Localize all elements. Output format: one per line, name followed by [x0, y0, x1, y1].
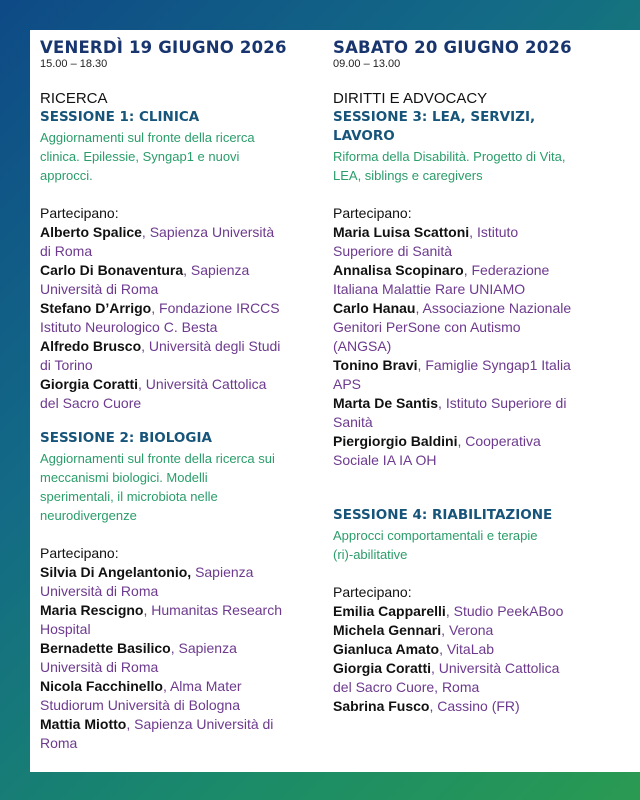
participant-name: Gianluca Amato	[333, 641, 440, 657]
participant	[333, 602, 611, 621]
participant	[333, 223, 611, 261]
participant-name: Michela Gennari	[333, 622, 442, 638]
participant-line	[333, 223, 611, 242]
description-line: meccanismi biologici. Modelli	[40, 470, 208, 485]
participant-separator: ,	[431, 660, 439, 676]
participant-affiliation: Verona	[448, 622, 494, 638]
participant-name: Giorgia Coratti	[40, 376, 139, 392]
participant-line	[333, 432, 611, 451]
participant-line	[40, 677, 318, 696]
participant-name: Mattia Miotto	[40, 716, 127, 732]
participant-affiliation-line: del Sacro Cuore	[40, 395, 142, 411]
description-line: Aggiornamenti sul fronte della ricerca	[40, 130, 255, 145]
participant	[40, 375, 318, 413]
description-line: Aggiornamenti sul fronte della ricerca sui	[40, 451, 275, 466]
participant-name: Stefano D’Arrigo	[40, 300, 152, 316]
participant-affiliation: Famiglie Syngap1 Italia	[425, 357, 571, 373]
participant-separator: ,	[126, 716, 135, 732]
participant	[333, 621, 611, 640]
participant-affiliation-line: Roma	[40, 735, 78, 751]
category-title: DIRITTI E ADVOCACY	[333, 90, 488, 107]
day-column-friday	[40, 38, 318, 753]
participants-list	[333, 602, 611, 716]
participant-line	[333, 356, 611, 375]
session-block	[40, 108, 318, 413]
participant-affiliation-line: APS	[333, 376, 362, 392]
participant-name: Maria Rescigno	[40, 602, 144, 618]
participant-affiliation: Alma Mater	[169, 678, 242, 694]
participant-affiliation: Università Cattolica	[438, 660, 560, 676]
partecipano-label: Partecipano:	[333, 205, 412, 221]
participant-name: Piergiorgio Baldini	[333, 433, 458, 449]
participant-name: Alberto Spalice	[40, 224, 142, 240]
participant-affiliation-line: Superiore di Sanità	[333, 243, 453, 259]
participant-name: Marta De Santis	[333, 395, 439, 411]
participant-affiliation: VitaLab	[446, 641, 495, 657]
participant-affiliation-line: Italiana Malattie Rare UNIAMO	[333, 281, 526, 297]
participant	[40, 223, 318, 261]
session-block	[40, 429, 318, 753]
participant-line	[333, 261, 611, 280]
participants-list	[40, 223, 318, 413]
session-title-line2: LAVORO	[333, 128, 395, 144]
day-column-saturday	[333, 38, 611, 716]
participant-line	[333, 394, 611, 413]
participant	[333, 299, 611, 356]
participant-separator: ,	[429, 698, 438, 714]
participants-list	[333, 223, 611, 470]
participant-affiliation: Studio PeekABoo	[453, 603, 564, 619]
description-line: (ri)-abilitative	[333, 547, 408, 562]
partecipano-label: Partecipano:	[333, 584, 412, 600]
participant-separator: ,	[463, 262, 472, 278]
participant	[333, 261, 611, 299]
participant-name: Maria Luisa Scattoni	[333, 224, 470, 240]
partecipano-label: Partecipano:	[40, 205, 119, 221]
day-title: VENERDÌ 19 GIUGNO 2026	[40, 38, 287, 57]
participant	[333, 640, 611, 659]
participant-name: Carlo Di Bonaventura	[40, 262, 184, 278]
participant-separator: ,	[138, 376, 146, 392]
participant-name: Carlo Hanau	[333, 300, 416, 316]
session-title: SESSIONE 3: LEA, SERVIZI,	[333, 109, 536, 125]
day-time: 15.00 – 18.30	[40, 58, 108, 70]
participant-separator: ,	[151, 300, 160, 316]
participant-affiliation-line: Università di Roma	[40, 281, 159, 297]
participant-name: Annalisa Scopinaro	[333, 262, 464, 278]
partecipano-label: Partecipano:	[40, 545, 119, 561]
participant	[40, 677, 318, 715]
participant-line	[333, 640, 611, 659]
participant-affiliation-line: Università di Roma	[40, 583, 159, 599]
participant-separator: ,	[183, 262, 191, 278]
participant-line	[40, 601, 318, 620]
participant-separator: ,	[143, 602, 152, 618]
participant-line	[333, 659, 611, 678]
session-block	[333, 108, 611, 470]
participant-affiliation: Università degli Studi	[148, 338, 281, 354]
participant	[333, 659, 611, 697]
description-line: LEA, siblings e caregivers	[333, 168, 483, 183]
participant-separator: ,	[141, 338, 149, 354]
participant-affiliation-line: Hospital	[40, 621, 91, 637]
participant-affiliation: Istituto Superiore di	[445, 395, 567, 411]
description-line: clinica. Epilessie, Syngap1 e nuovi	[40, 149, 240, 164]
participant-affiliation-line: Istituto Neurologico C. Besta	[40, 319, 218, 335]
participant	[40, 299, 318, 337]
participant-affiliation-line: di Torino	[40, 357, 93, 373]
participant-affiliation: Istituto	[476, 224, 519, 240]
participant-separator: ,	[415, 300, 423, 316]
participant-line	[40, 715, 318, 734]
participant-name: Nicola Facchinello	[40, 678, 163, 694]
participant-separator: ,	[457, 433, 466, 449]
participant-affiliation: Cassino (FR)	[437, 698, 520, 714]
participant-name: Alfredo Brusco	[40, 338, 142, 354]
session-description	[333, 526, 611, 564]
participant-affiliation: Associazione Nazionale	[422, 300, 572, 316]
participant-affiliation: Cooperativa	[465, 433, 541, 449]
participant-name: Tonino Bravi	[333, 357, 418, 373]
participant-affiliation-line: Genitori PerSone con Autismo	[333, 319, 521, 335]
participant-separator: ,	[162, 678, 170, 694]
participant-affiliation: Sapienza Università di	[134, 716, 274, 732]
participant-affiliation-line: Università di Roma	[40, 659, 159, 675]
participant	[40, 601, 318, 639]
participant-line	[333, 299, 611, 318]
participant-affiliation-line: Sanità	[333, 414, 373, 430]
participant-line	[40, 299, 318, 318]
description-line: Riforma della Disabilità. Progetto di Vita,	[333, 149, 566, 164]
participant-affiliation: Università Cattolica	[145, 376, 267, 392]
session-description	[40, 128, 318, 185]
participant	[333, 697, 611, 716]
participant-separator: ,	[439, 641, 447, 657]
participant-separator: ,	[445, 603, 454, 619]
participant	[40, 715, 318, 753]
description-line: approcci.	[40, 168, 93, 183]
participant-line	[40, 337, 318, 356]
session-description	[333, 147, 611, 185]
participant-affiliation-line: Studiorum Università di Bologna	[40, 697, 240, 713]
participant-affiliation-line: Sociale IA IA OH	[333, 452, 437, 468]
participant-affiliation: Sapienza Università	[149, 224, 275, 240]
participant-line	[40, 261, 318, 280]
participant-separator: ,	[438, 395, 446, 411]
program-card	[30, 30, 640, 772]
session-title: SESSIONE 1: CLINICA	[40, 109, 200, 125]
participant-affiliation-line: (ANGSA)	[333, 338, 392, 354]
participant	[333, 432, 611, 470]
participant	[333, 356, 611, 394]
participant-affiliation: Federazione	[471, 262, 550, 278]
participant-affiliation-line: di Roma	[40, 243, 93, 259]
participant-affiliation: Sapienza	[195, 564, 254, 580]
description-line: sperimentali, il microbiota nelle	[40, 489, 218, 504]
participant-line	[333, 697, 611, 716]
session-block	[333, 506, 611, 716]
participant-separator: ,	[417, 357, 426, 373]
participant-separator: ,	[469, 224, 477, 240]
participant-name: Bernadette Basilico	[40, 640, 171, 656]
participant-affiliation-line: del Sacro Cuore, Roma	[333, 679, 480, 695]
participant-name: Giorgia Coratti	[333, 660, 432, 676]
participants-list	[40, 563, 318, 753]
category-title: RICERCA	[40, 90, 108, 107]
participant-line	[333, 602, 611, 621]
day-title: SABATO 20 GIUGNO 2026	[333, 38, 572, 57]
participant-affiliation: Fondazione IRCCS	[159, 300, 280, 316]
session-description	[40, 449, 318, 525]
day-time: 09.00 – 13.00	[333, 58, 401, 70]
participant	[40, 639, 318, 677]
participant-affiliation: Humanitas Research	[151, 602, 282, 618]
participant-name: Emilia Capparelli	[333, 603, 446, 619]
description-line: Approcci comportamentali e terapie	[333, 528, 538, 543]
participant	[40, 337, 318, 375]
participant	[333, 394, 611, 432]
participant	[40, 563, 318, 601]
participant-name: Silvia Di Angelantonio,	[40, 564, 192, 580]
participant-separator: ,	[170, 640, 179, 656]
participant-line	[40, 639, 318, 658]
description-line: neurodivergenze	[40, 508, 137, 523]
session-title: SESSIONE 2: BIOLOGIA	[40, 430, 212, 446]
participant	[40, 261, 318, 299]
participant-line	[40, 223, 318, 242]
participant-separator: ,	[441, 622, 449, 638]
participant-separator: ,	[141, 224, 150, 240]
participant-line	[40, 375, 318, 394]
participant-line	[333, 621, 611, 640]
participant-affiliation: Sapienza	[190, 262, 250, 278]
participant-name: Sabrina Fusco	[333, 698, 430, 714]
participant-affiliation: Sapienza	[178, 640, 237, 656]
session-title: SESSIONE 4: RIABILITAZIONE	[333, 507, 553, 523]
participant-line	[40, 563, 318, 582]
